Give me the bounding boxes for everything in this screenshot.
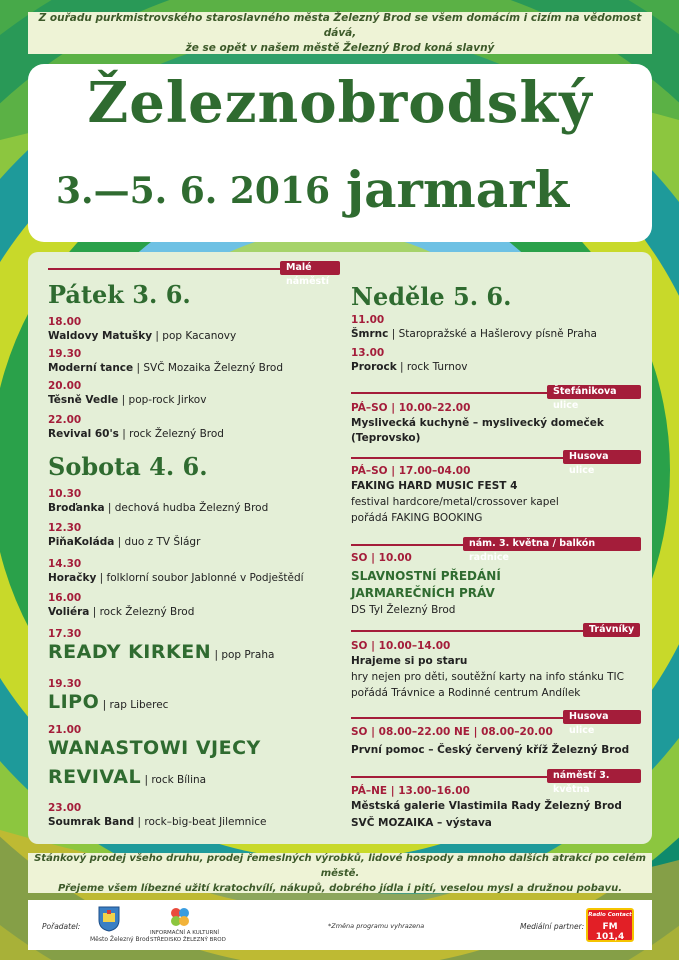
- title-line1: Železnobrodský: [87, 70, 593, 136]
- location-tag: náměstí 3. května: [547, 769, 641, 783]
- logo2-caption-2: STŘEDISKO ŽELEZNÝ BROD: [150, 937, 226, 943]
- block-line: SVČ MOZAIKA – výstava: [351, 817, 492, 829]
- time-label: 16.00: [48, 592, 82, 604]
- day-heading-saturday: Sobota 4. 6.: [48, 452, 208, 481]
- logo1-caption: Město Železný Brod: [90, 936, 150, 943]
- block-line: pořádá Trávnice a Rodinné centrum Andílek: [351, 687, 581, 699]
- radio-contact-logo: [586, 908, 634, 942]
- event-date: 3.—5. 6. 2016: [56, 170, 331, 212]
- divider-line: [351, 544, 463, 546]
- bottom-note-line1: Stánkový prodej všeho druhu, prodej řemeslných výrobků, lidové hospody a mnoho dalších atrakcí po celém městě.: [34, 852, 646, 879]
- program-item: [48, 536, 200, 548]
- act-detail: | rap Liberec: [99, 699, 169, 711]
- block-line: JARMAREČNÍCH PRÁV: [351, 586, 495, 600]
- divider-line: [351, 776, 547, 778]
- act-detail: | SVČ Mozaika Železný Brod: [133, 362, 284, 374]
- town-coat-of-arms-icon: [98, 906, 120, 932]
- divider-line: [351, 392, 547, 394]
- info-centre-logo-icon: [169, 906, 191, 928]
- program-item: [48, 362, 283, 374]
- organizer-label: Pořadatel:: [42, 922, 81, 931]
- time-label: 19.30: [48, 348, 82, 360]
- time-label: PÁ–SO | 10.00–22.00: [351, 402, 471, 414]
- time-label: SO | 08.00–22.00 NE | 08.00–20.00: [351, 726, 553, 738]
- act-name: Broďanka: [48, 502, 105, 514]
- footer: [28, 900, 652, 950]
- program-item-headline: [48, 737, 261, 759]
- block-line: Městská galerie Vlastimila Rady Železný Brod: [351, 800, 622, 812]
- program-item: [48, 502, 268, 514]
- block-line: pořádá FAKING BOOKING: [351, 512, 483, 524]
- program-change-note: *Změna programu vyhrazena: [328, 922, 425, 930]
- day-heading-friday: Pátek 3. 6.: [48, 280, 191, 309]
- act-name: Moderní tance: [48, 362, 134, 374]
- act-detail: | pop Kacanovy: [152, 330, 237, 342]
- time-label: PÁ–NE | 13.00–16.00: [351, 785, 470, 797]
- act-detail: | folklorní soubor Jablonné v Podještědí: [96, 572, 304, 584]
- divider-line: [351, 457, 563, 459]
- time-label: 11.00: [351, 314, 385, 326]
- day-heading-sunday: Neděle 5. 6.: [351, 282, 512, 311]
- media-partner-label: Mediální partner:: [520, 922, 585, 931]
- divider-line: [351, 717, 563, 719]
- radio-frequency: FM 101,4: [595, 922, 625, 942]
- top-announcement: [28, 12, 652, 54]
- time-label: SO | 10.00–14.00: [351, 640, 451, 652]
- time-label: 20.00: [48, 380, 82, 392]
- time-label: 10.30: [48, 488, 82, 500]
- act-name: Prorock: [351, 361, 397, 373]
- block-line: Myslivecká kuchyně – myslivecký domeček: [351, 417, 604, 429]
- title-line2: jarmark: [346, 160, 570, 219]
- time-label: 14.30: [48, 558, 82, 570]
- time-label: 22.00: [48, 414, 82, 426]
- program-item: [48, 606, 194, 618]
- time-label: 13.00: [351, 347, 385, 359]
- program-item-headline-cont: [48, 766, 206, 788]
- program-item-headline: [48, 641, 274, 663]
- title-box: [28, 64, 652, 242]
- time-label: SO | 10.00: [351, 552, 412, 564]
- program-item: [351, 328, 597, 340]
- act-detail: | duo z TV Šlágr: [114, 536, 201, 548]
- block-line: SLAVNOSTNÍ PŘEDÁNÍ: [351, 569, 501, 583]
- block-line: FAKING HARD MUSIC FEST 4: [351, 480, 518, 492]
- location-tag: Husova ulice: [563, 450, 641, 464]
- bottom-announcement: [28, 853, 652, 893]
- program-item: [48, 330, 236, 342]
- time-label: 21.00: [48, 724, 82, 736]
- location-tag: nám. 3. května / balkón radnice: [463, 537, 641, 551]
- block-line: festival hardcore/metal/crossover kapel: [351, 496, 559, 508]
- program-item: [351, 361, 468, 373]
- program-item: [48, 428, 224, 440]
- block-line: (Teprovsko): [351, 432, 421, 444]
- location-tag: Husova ulice: [563, 710, 641, 724]
- act-name: Těsně Vedle: [48, 394, 119, 406]
- location-tag-male-namesti: Malé náměstí: [280, 261, 340, 275]
- act-name: LIPO: [48, 691, 100, 713]
- act-name: Voliéra: [48, 606, 90, 618]
- block-line: hry nejen pro děti, soutěžní karty na info stánku TIC: [351, 671, 624, 683]
- act-name: Horačky: [48, 572, 97, 584]
- act-name: PiňaKoláda: [48, 536, 115, 548]
- divider-line: [48, 268, 280, 270]
- bottom-note-line2: Přejeme všem líbezné užití kratochvílí, nákupů, dobrého jídla i pití, veselou mysl a družnou pobavu.: [57, 882, 623, 894]
- logo2-caption-1: INFORMAČNÍ A KULTURNÍ: [150, 930, 220, 936]
- act-detail: | rock–big-beat Jilemnice: [134, 816, 267, 828]
- act-name: Waldovy Matušky: [48, 330, 153, 342]
- time-label: 19.30: [48, 678, 82, 690]
- act-name-cont: REVIVAL: [48, 766, 142, 788]
- act-detail: | pop-rock Jirkov: [118, 394, 207, 406]
- block-line: První pomoc – Český červený kříž Železný Brod: [351, 744, 630, 756]
- program-item-headline: [48, 691, 168, 713]
- time-label: 18.00: [48, 316, 82, 328]
- time-label: 17.30: [48, 628, 82, 640]
- act-name: Soumrak Band: [48, 816, 135, 828]
- act-detail: | dechová hudba Železný Brod: [104, 502, 269, 514]
- act-detail: | rock Bílina: [141, 774, 207, 786]
- time-label: 23.00: [48, 802, 82, 814]
- location-tag: Štefánikova ulice: [547, 385, 641, 399]
- act-detail: | pop Praha: [211, 649, 275, 661]
- program-item: [48, 572, 304, 584]
- act-name: Šmrnc: [351, 328, 389, 340]
- act-detail: | rock Železný Brod: [118, 428, 224, 440]
- time-label: 12.30: [48, 522, 82, 534]
- program-panel: [28, 252, 652, 844]
- act-detail: | rock Železný Brod: [89, 606, 195, 618]
- act-detail: | rock Turnov: [396, 361, 468, 373]
- block-line: DS Tyl Železný Brod: [351, 604, 456, 616]
- act-name: Revival 60's: [48, 428, 119, 440]
- location-tag: Trávníky: [583, 623, 640, 637]
- program-item: [48, 394, 206, 406]
- act-name: WANASTOWI VJECY: [48, 737, 261, 759]
- time-label: PÁ–SO | 17.00–04.00: [351, 465, 471, 477]
- act-detail: | Staropražské a Hašlerovy písně Praha: [388, 328, 597, 340]
- top-note-line1: Z ouřadu purkmistrovského staroslavného města Železný Brod se všem domácím i cizím na vědomost dává,: [38, 11, 642, 39]
- top-note-line2: že se opět v našem městě Železný Brod koná slavný: [185, 41, 495, 54]
- program-item: [48, 816, 267, 828]
- divider-line: [351, 630, 583, 632]
- radio-name: Radio Contact: [588, 912, 632, 918]
- act-name: READY KIRKEN: [48, 641, 212, 663]
- block-line: Hrajeme si po staru: [351, 655, 468, 667]
